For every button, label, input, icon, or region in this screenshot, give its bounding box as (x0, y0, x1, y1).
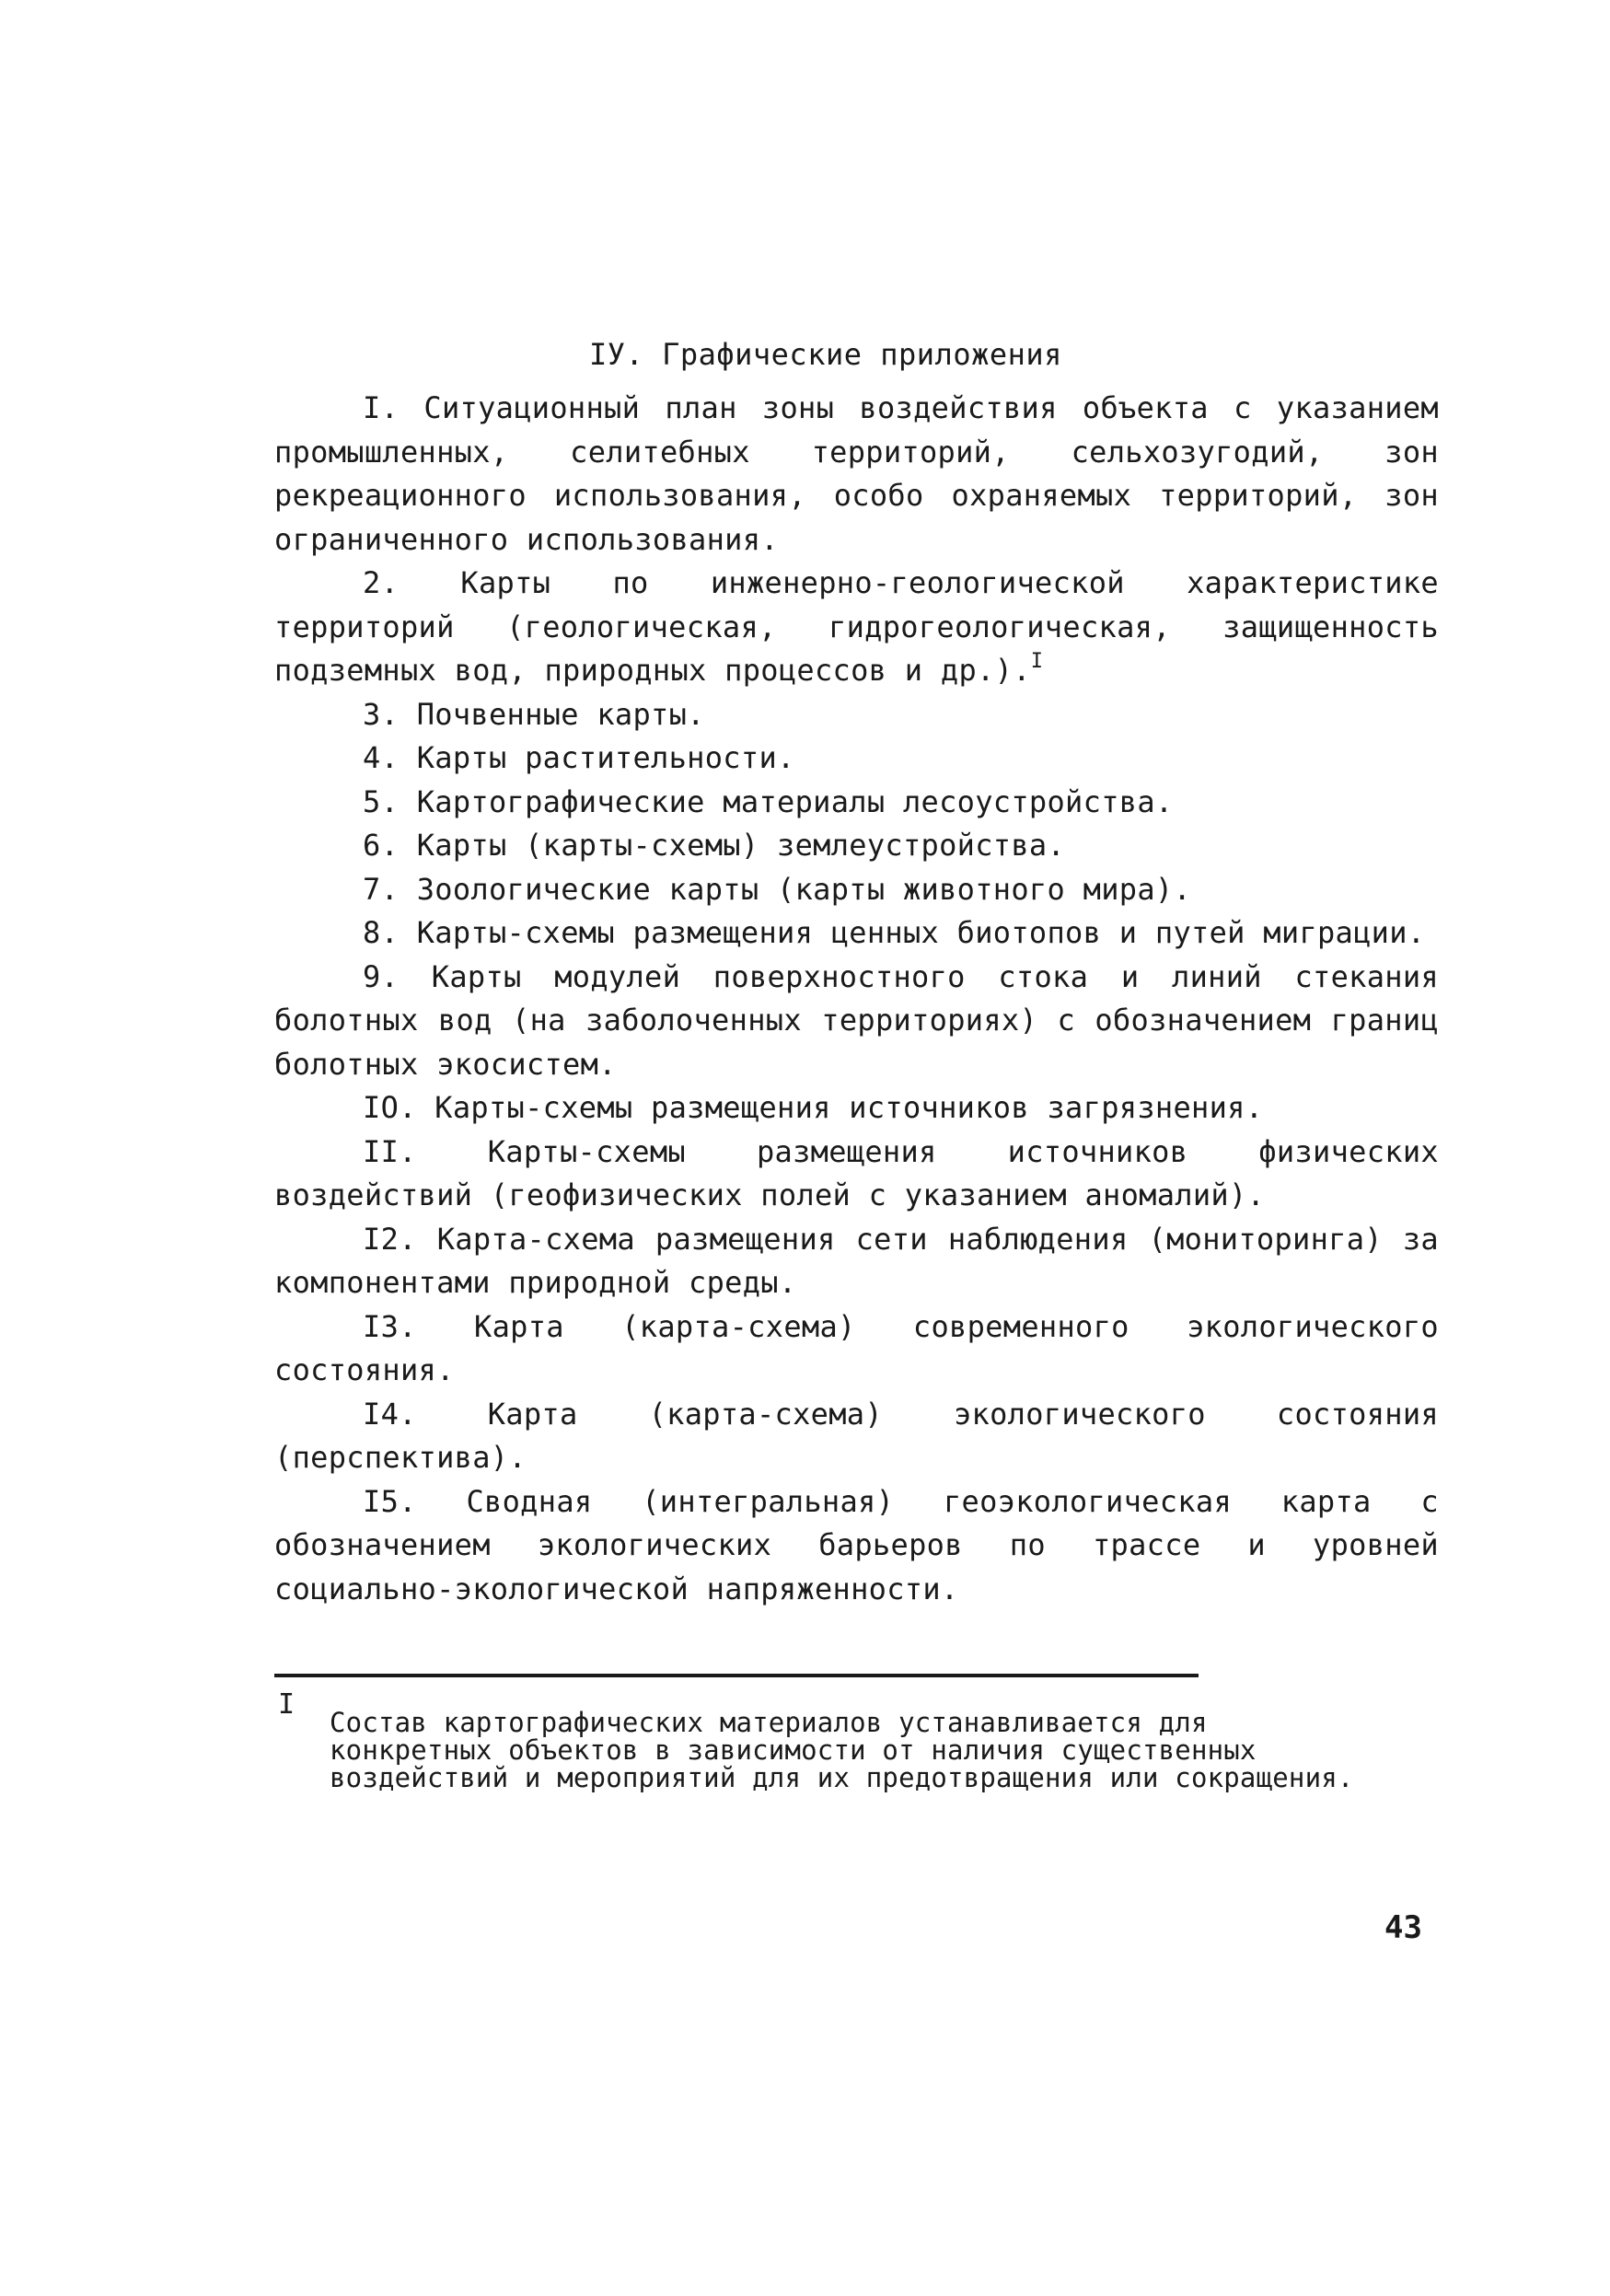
list-item (274, 1218, 1439, 1305)
list-item (274, 387, 1439, 562)
appendix-list (274, 387, 1439, 1611)
list-item-text: II. Карты-схемы размещения источников физических воздействий (геофизических полей с указанием аномалий). (274, 1133, 1439, 1212)
list-item (274, 736, 1439, 781)
list-item-text: IО. Карты-схемы размещения источников загрязнения. (363, 1090, 1264, 1125)
list-item (274, 1086, 1439, 1131)
list-item (274, 824, 1439, 868)
list-item (274, 1131, 1439, 1218)
list-item-text: 7. Зоологические карты (карты животного мира). (363, 871, 1192, 907)
list-item-text: 6. Карты (карты-схемы) землеустройства. (363, 828, 1066, 863)
list-item (274, 956, 1439, 1087)
list-item-text: I2. Карта-схема размещения сети наблюдения (мониторинга) за компонентами природной среды. (274, 1221, 1439, 1300)
footnote-divider (274, 1674, 1199, 1677)
list-item (274, 1305, 1439, 1393)
list-item-text: 4. Карты растительности. (363, 740, 795, 775)
list-item-text: I. Ситуационный план зоны воздействия объекта с указанием промышленных, селитебных территорий, сельхозугодий, зон рекреационного использования, особо охраняемых территорий, зон ограниченного использования. (274, 390, 1439, 557)
list-item-text: I5. Сводная (интегральная) геоэкологическая карта с обозначением экологических барьеров по трассе и уровней социально-экологической напряженности. (274, 1483, 1439, 1606)
list-item-text: 5. Картографические материалы лесоустройства. (363, 783, 1174, 819)
list-item (274, 868, 1439, 912)
list-item-text: I4. Карта (карта-схема) экологического состояния (перспектива). (274, 1396, 1439, 1475)
list-item-text: 8. Карты-схемы размещения ценных биотопов и путей миграции. (363, 915, 1426, 950)
list-item (274, 1393, 1439, 1480)
footnote-reference: I (1030, 650, 1044, 673)
list-item (274, 562, 1439, 693)
section-heading: IУ. Графические приложения (589, 337, 1062, 372)
page-number: 43 (1384, 1909, 1422, 1946)
list-item (274, 693, 1439, 737)
list-item-text: 9. Карты модулей поверхностного стока и линий стекания болотных вод (на заболоченных территориях) с обозначением границ болотных экосистем. (274, 958, 1439, 1082)
list-item (274, 1480, 1439, 1612)
footnote-mark: I (278, 1688, 295, 1721)
list-item-text: 2. Карты по инженерно-геологической характеристике территорий (геологическая, гидрогеологическая, защищенность подземных вод, природных процессов и др.). (274, 565, 1439, 688)
footnote-text: Состав картографических материалов устанавливается для конкретных объектов в зависимости от наличия существенных воздействий и мероприятий для их предотвращения или сокращения. (330, 1707, 1354, 1793)
list-item (274, 911, 1439, 956)
list-item (274, 781, 1439, 825)
list-item-text: I3. Карта (карта-схема) современного экологического состояния. (274, 1308, 1439, 1387)
list-item-text: 3. Почвенные карты. (363, 696, 705, 732)
